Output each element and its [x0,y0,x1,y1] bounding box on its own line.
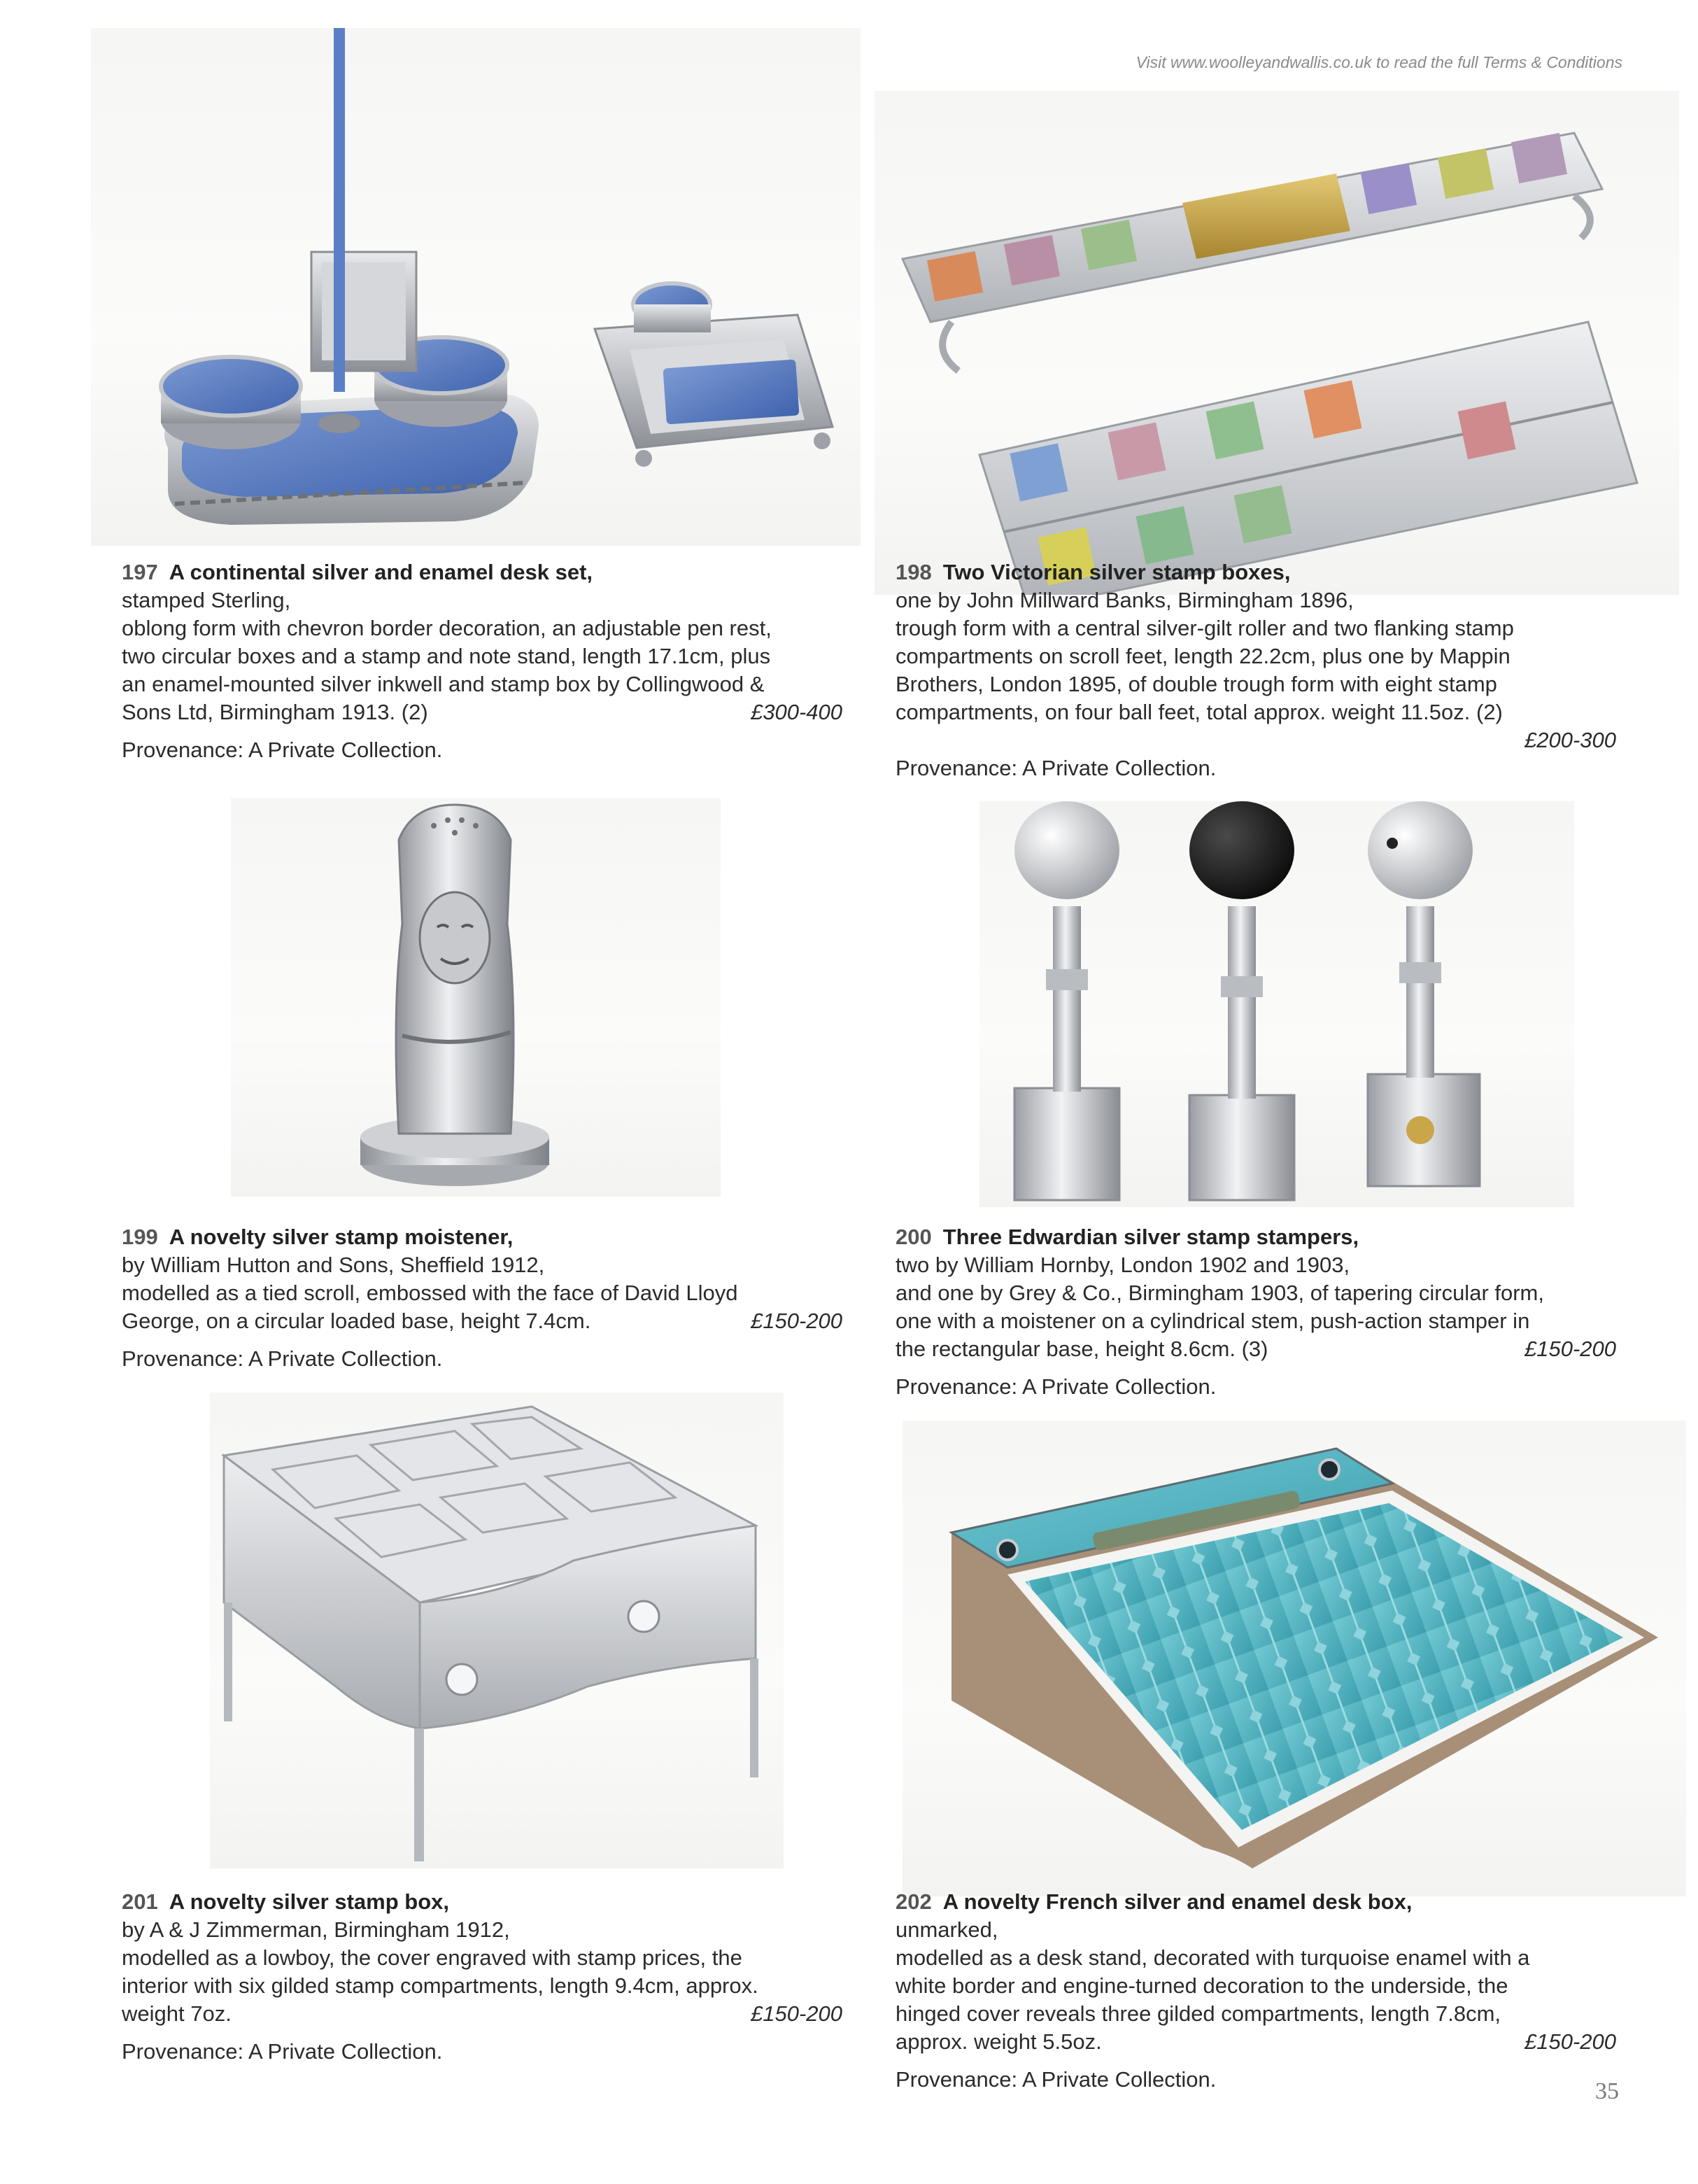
lot-199-photo [231,798,721,1197]
lot-provenance: Provenance: A Private Collection. [122,1346,443,1371]
lot-line: hinged cover reveals three gilded compartments, length 7.8cm, [896,2001,1501,2026]
lot-title: A novelty French silver and enamel desk box, [942,1889,1413,1914]
lot-line: interior with six gilded stamp compartments, length 9.4cm, approx. [122,1973,758,1998]
stamp-boxes-illustration [875,91,1679,595]
lot-line: George, on a circular loaded base, height 7.4cm. [122,1309,591,1333]
lot-line: two circular boxes and a stamp and note stand, length 17.1cm, plus [122,644,771,668]
lot-number: 200 [896,1225,932,1249]
lot-estimate: £150-200 [750,1309,842,1333]
lot-line: modelled as a lowboy, the cover engraved with stamp prices, the [122,1945,742,1970]
lot-line: Brothers, London 1895, of double trough form with eight stamp [896,672,1497,696]
lot-202-photo [903,1421,1686,1896]
lot-line: Sons Ltd, Birmingham 1913. (2) [122,700,428,724]
lot-201 [122,1888,842,2066]
lot-provenance: Provenance: A Private Collection. [122,2039,443,2064]
lot-line: approx. weight 5.5oz. [896,2029,1102,2054]
lot-line: oblong form with chevron border decoration, an adjustable pen rest, [122,616,772,640]
lot-line: an enamel-mounted silver inkwell and stamp box by Collingwood & [122,672,765,696]
lot-line: compartments, on four ball feet, total approx. weight 11.5oz. (2) [896,700,1503,724]
lot-estimate: £300-400 [750,700,842,724]
lot-estimate: £150-200 [1524,1337,1616,1361]
lot-title: Two Victorian silver stamp boxes, [942,560,1291,584]
lot-provenance: Provenance: A Private Collection. [896,756,1217,780]
lot-line: modelled as a desk stand, decorated with turquoise enamel with a [896,1945,1530,1970]
stampers-illustration [979,801,1574,1207]
lot-provenance: Provenance: A Private Collection. [122,738,443,762]
lot-198-photo [875,91,1679,595]
lowboy-illustration [210,1393,784,1868]
lot-line: white border and engine-turned decoration to the underside, the [896,1973,1508,1998]
lot-title: A continental silver and enamel desk set, [169,560,593,584]
lot-estimate: £200-300 [1524,728,1616,752]
lot-202 [896,1888,1616,2094]
lot-line: trough form with a central silver-gilt roller and two flanking stamp [896,616,1514,640]
lot-title: Three Edwardian silver stamp stampers, [942,1225,1359,1249]
lot-title: A novelty silver stamp box, [169,1889,449,1914]
lot-line: unmarked, [896,1917,998,1942]
lot-line: compartments on scroll feet, length 22.2cm, plus one by Mappin [896,644,1510,668]
lot-title: A novelty silver stamp moistener, [169,1225,514,1249]
lot-line: the rectangular base, height 8.6cm. (3) [896,1337,1268,1361]
lot-line: two by William Hornby, London 1902 and 1903, [896,1253,1350,1277]
lot-line: modelled as a tied scroll, embossed with the face of David Lloyd [122,1281,738,1305]
lot-199 [122,1223,842,1373]
lot-provenance: Provenance: A Private Collection. [896,2067,1217,2092]
terms-note: Visit www.woolleyandwallis.co.uk to read the full Terms & Conditions [1135,53,1622,71]
lot-line: weight 7oz. [122,2001,232,2026]
lot-line: stamped Sterling, [122,588,291,612]
lot-line: by William Hutton and Sons, Sheffield 1912, [122,1253,545,1277]
lot-number: 202 [896,1889,932,1914]
lot-number: 197 [122,560,158,584]
lot-line: and one by Grey & Co., Birmingham 1903, of tapering circular form, [896,1281,1544,1305]
lot-198 [896,558,1616,782]
moistener-illustration [231,798,721,1197]
lot-197-photo [91,28,861,546]
desk-set-illustration [91,28,861,546]
lot-line: one by John Millward Banks, Birmingham 1896, [896,588,1354,612]
lot-provenance: Provenance: A Private Collection. [896,1374,1217,1399]
lot-line: one with a moistener on a cylindrical stem, push-action stamper in [896,1309,1530,1333]
lot-201-photo [210,1393,784,1868]
lot-estimate: £150-200 [1524,2029,1616,2054]
lot-197 [122,558,842,764]
lot-line: by A & J Zimmerman, Birmingham 1912, [122,1917,510,1942]
lot-number: 201 [122,1889,158,1914]
lot-200 [896,1223,1616,1401]
lot-number: 198 [896,560,932,584]
lot-200-photo [979,801,1574,1207]
page-number: 35 [1595,2078,1619,2104]
enamel-desk-box-illustration [903,1421,1686,1896]
lot-number: 199 [122,1225,158,1249]
lot-estimate: £150-200 [750,2001,842,2026]
